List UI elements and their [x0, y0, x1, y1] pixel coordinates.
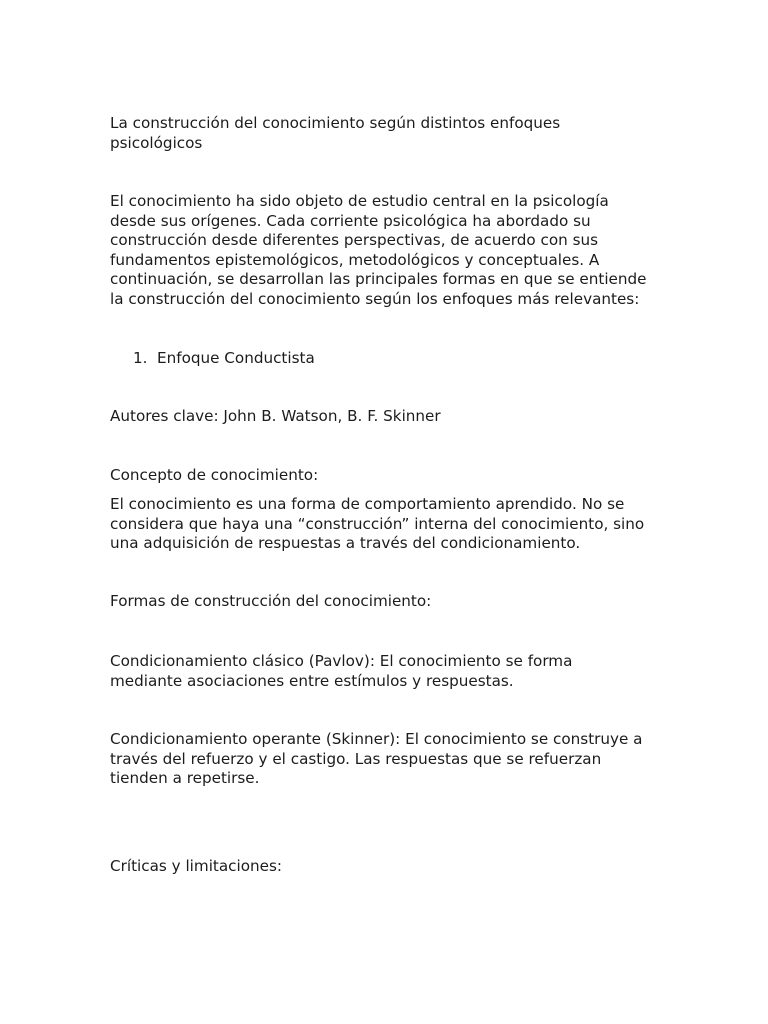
forms-heading [110, 592, 670, 612]
concept-paragraph [110, 495, 670, 554]
section-heading-text: Enfoque Conductista [157, 349, 315, 367]
concept-line: una adquisición de respuestas a través del condicionamiento. [110, 534, 581, 553]
critiques-heading-text: Críticas y limitaciones: [110, 857, 283, 875]
authors-line [110, 407, 670, 427]
intro-line: construcción desde diferentes perspectivas, de acuerdo con sus [110, 231, 599, 250]
concept-heading [110, 466, 670, 486]
concept-line: El conocimiento es una forma de comportamiento aprendido. No se [110, 495, 625, 513]
forms-heading-text: Formas de construcción del conocimiento: [110, 592, 432, 610]
classical-line: Condicionamiento clásico (Pavlov): El conocimiento se forma [110, 652, 573, 670]
title-line: La construcción del conocimiento según distintos enfoques [110, 114, 561, 132]
list-number: 1. [133, 349, 148, 367]
title-line: psicológicos [110, 133, 203, 152]
intro-line: continuación, se desarrollan las principales formas en que se entiende [110, 270, 647, 289]
concept-heading-text: Concepto de conocimiento: [110, 466, 319, 484]
document-title [110, 114, 670, 153]
intro-line: El conocimiento ha sido objeto de estudio central en la psicología [110, 192, 609, 210]
section-heading-conductista [133, 349, 315, 369]
operant-line: tienden a repetirse. [110, 769, 260, 788]
classical-conditioning-paragraph [110, 652, 670, 691]
intro-paragraph [110, 192, 670, 310]
authors-text: Autores clave: John B. Watson, B. F. Skinner [110, 407, 441, 425]
operant-line: través del refuerzo y el castigo. Las respuestas que se refuerzan [110, 749, 602, 768]
intro-line: desde sus orígenes. Cada corriente psicológica ha abordado su [110, 211, 591, 230]
operant-conditioning-paragraph [110, 730, 670, 789]
classical-line: mediante asociaciones entre estímulos y respuestas. [110, 671, 514, 690]
intro-line: la construcción del conocimiento según los enfoques más relevantes: [110, 289, 640, 308]
critiques-heading [110, 857, 670, 877]
concept-line: considera que haya una “construcción” interna del conocimiento, sino [110, 514, 645, 533]
operant-line: Condicionamiento operante (Skinner): El conocimiento se construye a [110, 730, 643, 748]
intro-line: fundamentos epistemológicos, metodológicos y conceptuales. A [110, 250, 600, 269]
